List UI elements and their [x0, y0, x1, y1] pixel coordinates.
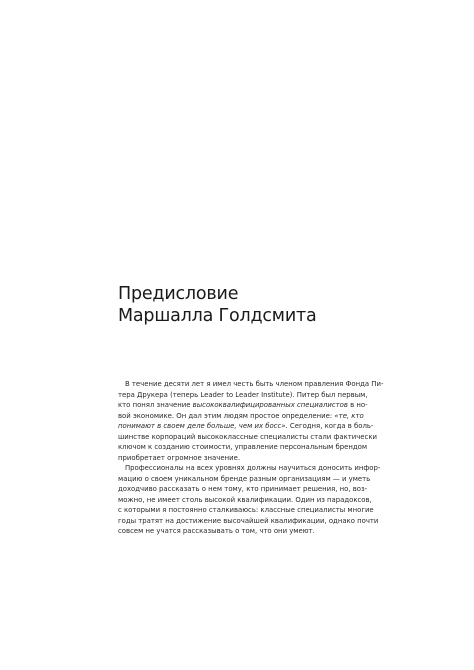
chapter-title-line-2: Маршалла Голдсмита — [118, 306, 317, 326]
emphasis-text: «те, кто — [334, 411, 364, 420]
text-line: Профессионалы на всех уровнях должны научиться доносить инфор- — [125, 464, 381, 472]
text-line: тера Друкера (теперь Leader to Leader Institute). Питер был первым, — [118, 390, 368, 399]
paragraph-2 — [118, 463, 381, 537]
text-run: кто понял значение — [118, 401, 193, 409]
text-line — [118, 400, 368, 411]
text-line: приобретает огромное значение. — [118, 453, 241, 462]
chapter-title-line-1: Предисловие — [118, 284, 239, 304]
text-line: с которыми я постоянно сталкиваюсь: классные специалисты многие — [118, 506, 374, 514]
text-run: вой экономике. Он дал этим людям простое определение: — [118, 411, 335, 420]
text-line: шинстве корпораций высококлассные специалисты стали фактически — [118, 432, 377, 441]
emphasis-text: высококвалифицированных специалистов — [192, 401, 348, 409]
chapter-title — [118, 283, 418, 327]
text-run: в но- — [347, 401, 368, 409]
text-line: В течение десяти лет я имел честь быть членом правления Фонда Пи- — [125, 380, 384, 388]
text-line: можно, не имеет столь высокой квалификации. Один из парадоксов, — [118, 495, 372, 504]
text-line: совсем не учатся рассказывать о том, что они умеют. — [118, 527, 315, 535]
text-run: . Сегодня, когда в боль- — [285, 422, 374, 430]
text-line: мацию о своем уникальном бренде разным организациям — и уметь — [118, 474, 371, 483]
text-line — [118, 411, 364, 422]
text-line: доходчиво рассказать о нем тому, кто принимает решения, но, воз- — [118, 485, 368, 493]
text-line: годы тратят на достижение высочайшей квалификации, однако почти — [118, 516, 379, 525]
body-text — [118, 379, 384, 537]
paragraph-1 — [118, 379, 384, 463]
text-line — [118, 421, 374, 432]
text-line: ключом к созданию стоимости, управление персональным брендом — [118, 443, 368, 451]
emphasis-text: понимают в своем деле больше, чем их босс» — [118, 422, 286, 430]
